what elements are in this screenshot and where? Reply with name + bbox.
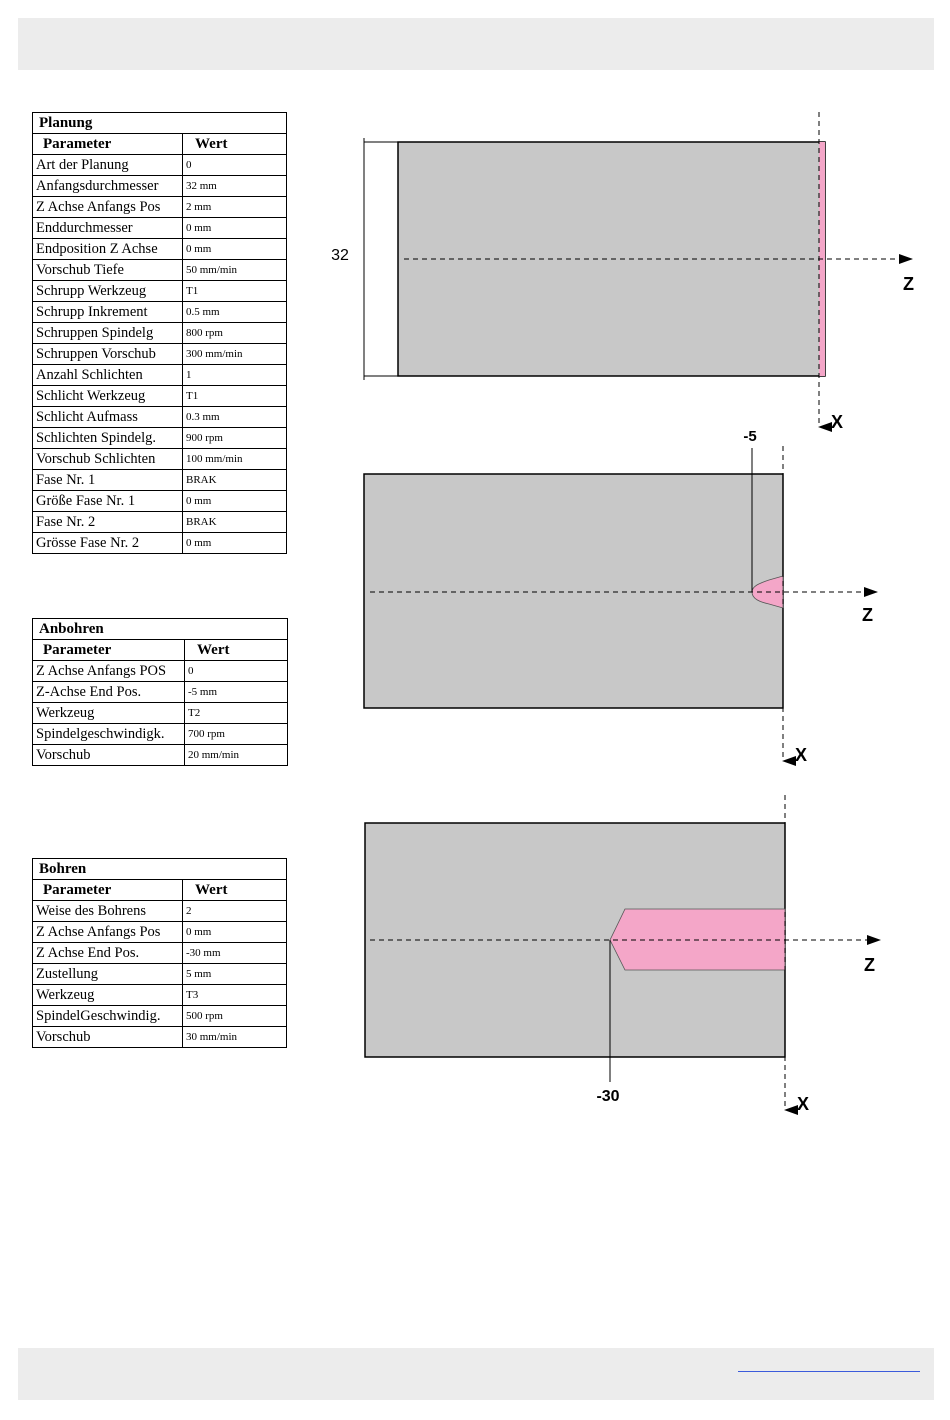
- planung-value-cell: 900 rpm: [183, 428, 287, 449]
- anbohren-param-cell: Werkzeug: [33, 703, 185, 724]
- planung-param-cell: Schruppen Spindelg: [33, 323, 183, 344]
- planung-param-cell: Fase Nr. 1: [33, 470, 183, 491]
- spot-drill-workpiece: [364, 474, 783, 708]
- bohren-param-cell: SpindelGeschwindig.: [33, 1006, 183, 1027]
- planung-value-cell: BRAK: [183, 470, 287, 491]
- drill-x-label: X: [797, 1094, 810, 1114]
- planung-param-cell: Art der Planung: [33, 155, 183, 176]
- planung-param-cell: Anzahl Schlichten: [33, 365, 183, 386]
- anbohren-param-cell: Vorschub: [33, 745, 185, 766]
- anbohren-param-cell: Spindelgeschwindigk.: [33, 724, 185, 745]
- anbohren-col-param: Parameter: [33, 640, 185, 661]
- planung-param-cell: Z Achse Anfangs Pos: [33, 197, 183, 218]
- bohren-value-cell: 5 mm: [183, 964, 287, 985]
- planung-value-cell: 0: [183, 155, 287, 176]
- bohren-value-cell: -30 mm: [183, 943, 287, 964]
- anbohren-value-cell: 20 mm/min: [185, 745, 288, 766]
- spot-drill-depth-label: -5: [743, 428, 757, 445]
- planung-param-cell: Anfangsdurchmesser: [33, 176, 183, 197]
- planung-param-cell: Schruppen Vorschub: [33, 344, 183, 365]
- planung-value-cell: 0 mm: [183, 491, 287, 512]
- bohren-title: Bohren: [33, 859, 287, 880]
- bohren-param-cell: Weise des Bohrens: [33, 901, 183, 922]
- bohren-col-value: Wert: [183, 880, 287, 901]
- drill-depth-label: -30: [596, 1088, 620, 1105]
- planung-value-cell: BRAK: [183, 512, 287, 533]
- bohren-param-cell: Z Achse End Pos.: [33, 943, 183, 964]
- planung-param-cell: Größe Fase Nr. 1: [33, 491, 183, 512]
- anbohren-value-cell: -5 mm: [185, 682, 288, 703]
- facing-diameter-label: 32: [331, 247, 349, 264]
- anbohren-title: Anbohren: [33, 619, 288, 640]
- planung-param-cell: Schrupp Inkrement: [33, 302, 183, 323]
- planung-value-cell: 0 mm: [183, 239, 287, 260]
- planung-value-cell: 300 mm/min: [183, 344, 287, 365]
- anbohren-value-cell: T2: [185, 703, 288, 724]
- facing-x-label: X: [831, 412, 844, 432]
- bohren-value-cell: 30 mm/min: [183, 1027, 287, 1048]
- planung-col-param: Parameter: [33, 134, 183, 155]
- facing-z-label: Z: [903, 274, 914, 294]
- spot-drill-diagram: [364, 428, 877, 765]
- planung-param-cell: Schlicht Aufmass: [33, 407, 183, 428]
- bohren-param-cell: Z Achse Anfangs Pos: [33, 922, 183, 943]
- planung-value-cell: T1: [183, 281, 287, 302]
- planung-value-cell: 800 rpm: [183, 323, 287, 344]
- bohren-param-cell: Zustellung: [33, 964, 183, 985]
- planung-col-value: Wert: [183, 134, 287, 155]
- bohren-value-cell: 0 mm: [183, 922, 287, 943]
- planung-value-cell: 1: [183, 365, 287, 386]
- planung-param-cell: Vorschub Tiefe: [33, 260, 183, 281]
- planung-param-cell: Vorschub Schlichten: [33, 449, 183, 470]
- bohren-param-cell: Werkzeug: [33, 985, 183, 1006]
- planung-value-cell: 0.3 mm: [183, 407, 287, 428]
- spot-drill-z-label: Z: [862, 605, 873, 625]
- planung-param-cell: Schlichten Spindelg.: [33, 428, 183, 449]
- drill-z-label: Z: [864, 955, 875, 975]
- planung-value-cell: T1: [183, 386, 287, 407]
- facing-diagram: [331, 112, 914, 432]
- anbohren-value-cell: 700 rpm: [185, 724, 288, 745]
- planung-value-cell: 2 mm: [183, 197, 287, 218]
- bohren-value-cell: T3: [183, 985, 287, 1006]
- planung-title: Planung: [33, 113, 287, 134]
- drill-diagram: [365, 795, 880, 1114]
- planung-value-cell: 0 mm: [183, 218, 287, 239]
- planung-param-cell: Schlicht Werkzeug: [33, 386, 183, 407]
- planung-param-cell: Enddurchmesser: [33, 218, 183, 239]
- bohren-value-cell: 500 rpm: [183, 1006, 287, 1027]
- planung-param-cell: Grösse Fase Nr. 2: [33, 533, 183, 554]
- planung-value-cell: 50 mm/min: [183, 260, 287, 281]
- planung-value-cell: 0.5 mm: [183, 302, 287, 323]
- planung-param-cell: Endposition Z Achse: [33, 239, 183, 260]
- anbohren-param-cell: Z Achse Anfangs POS: [33, 661, 185, 682]
- planung-value-cell: 100 mm/min: [183, 449, 287, 470]
- anbohren-col-value: Wert: [185, 640, 288, 661]
- bohren-value-cell: 2: [183, 901, 287, 922]
- bohren-param-cell: Vorschub: [33, 1027, 183, 1048]
- planung-value-cell: 0 mm: [183, 533, 287, 554]
- anbohren-param-cell: Z-Achse End Pos.: [33, 682, 185, 703]
- planung-value-cell: 32 mm: [183, 176, 287, 197]
- planung-param-cell: Fase Nr. 2: [33, 512, 183, 533]
- anbohren-value-cell: 0: [185, 661, 288, 682]
- planung-param-cell: Schrupp Werkzeug: [33, 281, 183, 302]
- bohren-col-param: Parameter: [33, 880, 183, 901]
- spot-drill-x-label: X: [795, 745, 808, 765]
